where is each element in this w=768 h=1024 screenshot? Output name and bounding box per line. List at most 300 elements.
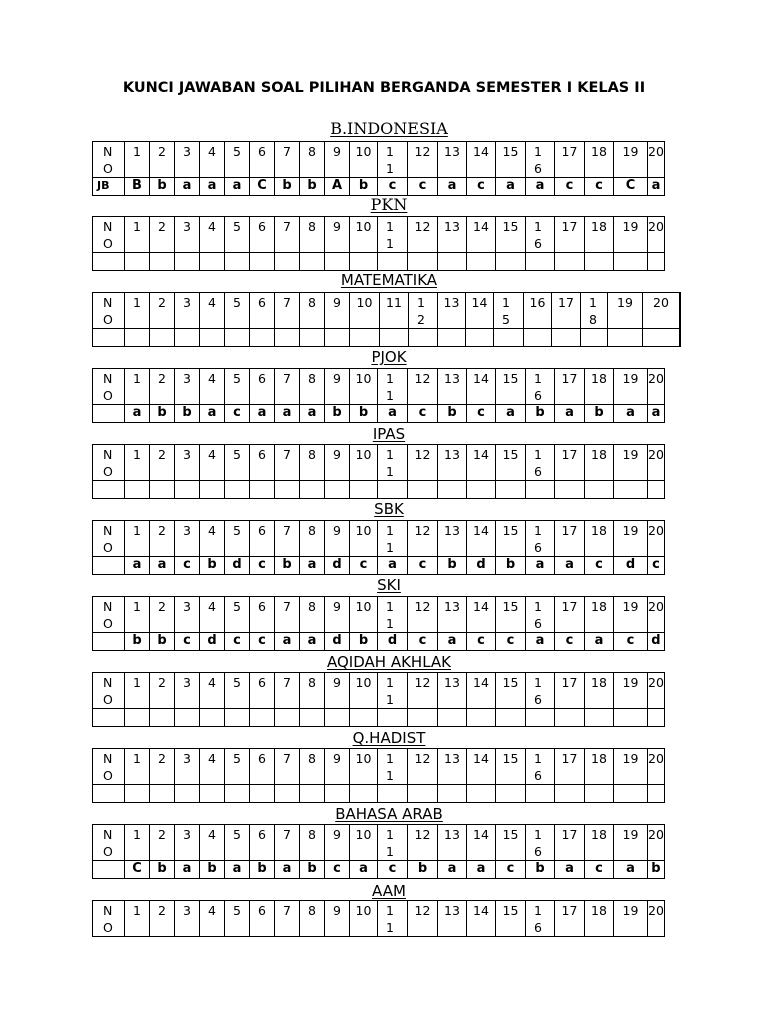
answer-cell: a xyxy=(585,633,614,651)
answer-cell xyxy=(585,481,614,499)
answer-cell: C xyxy=(125,861,150,879)
question-number-cell: 5 xyxy=(225,521,250,557)
answer-cell xyxy=(275,329,300,347)
question-number-cell: 9 xyxy=(325,825,350,861)
question-number-cell: 1 5 xyxy=(494,293,524,329)
answer-cell: a xyxy=(378,405,408,423)
question-number-cell: 12 xyxy=(408,521,438,557)
question-number-cell: 9 xyxy=(325,445,350,481)
question-number-cell: 15 xyxy=(496,597,526,633)
question-number-cell: 6 xyxy=(250,293,275,329)
question-number-cell: 10 xyxy=(350,217,378,253)
question-number-cell: 19 xyxy=(614,217,648,253)
answer-cell: c xyxy=(325,861,350,879)
answer-cell: c xyxy=(408,557,438,575)
no-header-cell: N O xyxy=(93,749,125,785)
answer-cell: a xyxy=(350,861,378,879)
answer-cell xyxy=(350,709,378,727)
question-number-cell: 14 xyxy=(467,673,496,709)
answer-cell xyxy=(467,253,496,271)
answer-cell: c xyxy=(350,557,378,575)
question-number-cell: 9 xyxy=(325,142,350,178)
question-number-cell: 4 xyxy=(200,445,225,481)
answer-key-table xyxy=(92,596,665,651)
answer-cell xyxy=(125,329,150,347)
answer-cell xyxy=(526,481,555,499)
question-number-cell: 7 xyxy=(275,597,300,633)
question-number-cell: 19 xyxy=(614,673,648,709)
answer-cell: b xyxy=(325,405,350,423)
answer-cell xyxy=(643,329,680,347)
answer-cell: b xyxy=(175,405,200,423)
question-number-cell: 12 xyxy=(408,445,438,481)
question-number-cell: 13 xyxy=(438,749,467,785)
question-number-cell: 18 xyxy=(585,901,614,937)
question-number-cell: 18 xyxy=(585,142,614,178)
answer-cell: c xyxy=(614,633,648,651)
answer-cell xyxy=(275,481,300,499)
question-number-cell: 10 xyxy=(350,673,378,709)
question-number-cell: 12 xyxy=(408,142,438,178)
answer-cell: c xyxy=(408,405,438,423)
question-number-cell: 3 xyxy=(175,142,200,178)
question-number-cell: 5 xyxy=(225,217,250,253)
question-number-cell: 6 xyxy=(250,825,275,861)
answer-cell xyxy=(350,785,378,803)
question-number-cell: 1 1 xyxy=(378,445,408,481)
question-number-cell: 18 xyxy=(585,673,614,709)
answer-label-cell xyxy=(93,709,125,727)
answer-cell xyxy=(225,253,250,271)
answer-cell xyxy=(250,329,275,347)
question-number-cell: 1 1 xyxy=(378,749,408,785)
answer-cell: c xyxy=(585,178,614,196)
question-number-cell: 5 xyxy=(225,673,250,709)
answer-cell: c xyxy=(648,557,665,575)
question-number-cell: 1 2 xyxy=(409,293,438,329)
question-number-cell: 13 xyxy=(438,293,466,329)
answer-cell: b xyxy=(200,557,225,575)
answer-cell: a xyxy=(438,633,467,651)
question-number-cell: 4 xyxy=(200,217,225,253)
answer-cell xyxy=(125,709,150,727)
question-number-cell: 17 xyxy=(555,901,585,937)
subject-heading: B.INDONESIA xyxy=(330,119,448,138)
answer-cell xyxy=(325,785,350,803)
answer-cell: b xyxy=(350,405,378,423)
answer-label-cell xyxy=(93,405,125,423)
subject-heading: SKI xyxy=(377,576,401,594)
question-number-cell: 2 xyxy=(150,901,175,937)
answer-cell: d xyxy=(648,633,665,651)
answer-cell xyxy=(555,785,585,803)
question-number-cell: 2 xyxy=(150,825,175,861)
question-number-cell: 13 xyxy=(438,521,467,557)
answer-label-cell: JB xyxy=(93,178,125,196)
answer-cell: a xyxy=(275,405,300,423)
subject-heading: Q.HADIST xyxy=(352,729,426,747)
question-number-cell: 3 xyxy=(175,673,200,709)
question-number-cell: 20 xyxy=(648,825,665,861)
question-number-cell: 1 xyxy=(125,293,150,329)
answer-cell xyxy=(300,785,325,803)
question-number-cell: 13 xyxy=(438,901,467,937)
answer-cell: b xyxy=(526,861,555,879)
answer-cell xyxy=(408,785,438,803)
answer-cell: b xyxy=(150,178,175,196)
question-number-cell: 19 xyxy=(608,293,643,329)
answer-cell xyxy=(408,709,438,727)
answer-label-cell xyxy=(93,557,125,575)
question-number-cell: 15 xyxy=(496,142,526,178)
question-number-cell: 5 xyxy=(225,825,250,861)
question-number-cell: 13 xyxy=(438,597,467,633)
no-header-cell: N O xyxy=(93,217,125,253)
question-number-cell: 4 xyxy=(200,293,225,329)
answer-cell xyxy=(175,785,200,803)
answer-cell: a xyxy=(526,557,555,575)
answer-cell xyxy=(125,481,150,499)
question-number-cell: 9 xyxy=(325,217,350,253)
no-header-cell: N O xyxy=(93,142,125,178)
question-number-cell: 7 xyxy=(275,673,300,709)
answer-cell: a xyxy=(300,405,325,423)
subject-heading: SBK xyxy=(374,500,404,518)
answer-cell: c xyxy=(585,861,614,879)
answer-cell xyxy=(467,709,496,727)
question-number-cell: 10 xyxy=(350,293,380,329)
question-number-cell: 10 xyxy=(350,369,378,405)
answer-cell xyxy=(648,481,665,499)
question-number-cell: 7 xyxy=(275,369,300,405)
question-number-cell: 15 xyxy=(496,217,526,253)
answer-cell: a xyxy=(438,861,467,879)
question-number-cell: 14 xyxy=(467,901,496,937)
question-number-cell: 2 xyxy=(150,673,175,709)
question-number-cell: 1 xyxy=(125,673,150,709)
answer-cell: c xyxy=(585,557,614,575)
question-number-cell: 17 xyxy=(552,293,581,329)
answer-cell xyxy=(438,709,467,727)
question-number-cell: 5 xyxy=(225,445,250,481)
answer-cell xyxy=(408,253,438,271)
answer-cell xyxy=(175,481,200,499)
answer-cell xyxy=(325,481,350,499)
answer-cell xyxy=(275,785,300,803)
answer-cell xyxy=(496,481,526,499)
question-number-cell: 10 xyxy=(350,445,378,481)
answer-cell: c xyxy=(225,633,250,651)
answer-cell xyxy=(552,329,581,347)
answer-cell xyxy=(438,253,467,271)
answer-cell: a xyxy=(496,178,526,196)
question-number-cell: 3 xyxy=(175,901,200,937)
answer-cell: b xyxy=(438,557,467,575)
answer-cell xyxy=(438,481,467,499)
answer-cell xyxy=(250,481,275,499)
answer-cell xyxy=(175,709,200,727)
answer-cell: b xyxy=(496,557,526,575)
answer-cell xyxy=(325,709,350,727)
answer-cell: b xyxy=(408,861,438,879)
answer-cell: a xyxy=(300,557,325,575)
answer-cell xyxy=(200,329,225,347)
answer-label-cell xyxy=(93,861,125,879)
question-number-cell: 15 xyxy=(496,901,526,937)
answer-cell xyxy=(175,253,200,271)
question-number-cell: 4 xyxy=(200,521,225,557)
answer-cell: c xyxy=(378,178,408,196)
answer-label-cell xyxy=(93,785,125,803)
question-number-cell: 20 xyxy=(643,293,680,329)
question-number-cell: 20 xyxy=(648,445,665,481)
question-number-cell: 1 6 xyxy=(526,142,555,178)
question-number-cell: 8 xyxy=(300,445,325,481)
question-number-cell: 12 xyxy=(408,901,438,937)
empty-cell xyxy=(680,293,681,329)
answer-cell xyxy=(648,253,665,271)
question-number-cell: 8 xyxy=(300,901,325,937)
answer-cell: b xyxy=(300,178,325,196)
question-number-cell: 17 xyxy=(555,521,585,557)
answer-cell: A xyxy=(325,178,350,196)
question-number-cell: 1 6 xyxy=(526,901,555,937)
answer-cell: a xyxy=(555,405,585,423)
question-number-cell: 1 6 xyxy=(526,673,555,709)
answer-cell xyxy=(225,709,250,727)
question-number-cell: 1 1 xyxy=(378,673,408,709)
answer-cell xyxy=(150,253,175,271)
answer-key-table xyxy=(92,216,665,271)
question-number-cell: 1 1 xyxy=(378,825,408,861)
answer-cell xyxy=(467,785,496,803)
answer-cell: c xyxy=(467,405,496,423)
question-number-cell: 1 6 xyxy=(526,445,555,481)
no-header-cell: N O xyxy=(93,369,125,405)
answer-cell: a xyxy=(175,861,200,879)
question-number-cell: 9 xyxy=(325,597,350,633)
answer-cell xyxy=(200,709,225,727)
question-number-cell: 7 xyxy=(275,293,300,329)
question-number-cell: 4 xyxy=(200,673,225,709)
subject-heading: BAHASA ARAB xyxy=(335,805,443,823)
answer-key-table xyxy=(92,900,665,937)
question-number-cell: 3 xyxy=(175,749,200,785)
question-number-cell: 8 xyxy=(300,293,325,329)
question-number-cell: 15 xyxy=(496,825,526,861)
answer-cell xyxy=(325,253,350,271)
question-number-cell: 15 xyxy=(496,749,526,785)
answer-cell xyxy=(496,709,526,727)
subject-heading: IPAS xyxy=(372,425,406,443)
question-number-cell: 1 6 xyxy=(526,217,555,253)
answer-cell: c xyxy=(496,861,526,879)
question-number-cell: 14 xyxy=(467,369,496,405)
answer-cell: a xyxy=(648,178,665,196)
answer-cell xyxy=(275,253,300,271)
answer-cell xyxy=(496,785,526,803)
question-number-cell: 9 xyxy=(325,293,350,329)
answer-cell xyxy=(555,481,585,499)
answer-cell xyxy=(300,481,325,499)
answer-cell: b xyxy=(526,405,555,423)
question-number-cell: 13 xyxy=(438,825,467,861)
answer-cell xyxy=(150,481,175,499)
answer-label-cell xyxy=(93,481,125,499)
answer-cell xyxy=(325,329,350,347)
answer-cell: a xyxy=(496,405,526,423)
answer-cell: b xyxy=(350,633,378,651)
answer-cell xyxy=(378,481,408,499)
question-number-cell: 15 xyxy=(496,369,526,405)
answer-key-table xyxy=(92,520,665,575)
answer-cell: b xyxy=(438,405,467,423)
answer-cell: a xyxy=(300,633,325,651)
question-number-cell: 10 xyxy=(350,901,378,937)
question-number-cell: 7 xyxy=(275,901,300,937)
answer-label-cell xyxy=(93,329,125,347)
answer-cell xyxy=(614,253,648,271)
question-number-cell: 17 xyxy=(555,597,585,633)
question-number-cell: 13 xyxy=(438,142,467,178)
question-number-cell: 19 xyxy=(614,901,648,937)
answer-cell: c xyxy=(175,557,200,575)
question-number-cell: 14 xyxy=(467,749,496,785)
answer-cell: c xyxy=(467,633,496,651)
question-number-cell: 17 xyxy=(555,673,585,709)
question-number-cell: 10 xyxy=(350,142,378,178)
answer-cell xyxy=(380,329,409,347)
answer-cell xyxy=(648,785,665,803)
answer-cell: c xyxy=(408,178,438,196)
answer-cell: d xyxy=(200,633,225,651)
answer-cell xyxy=(555,253,585,271)
answer-cell: b xyxy=(350,178,378,196)
answer-cell: a xyxy=(225,861,250,879)
answer-cell: a xyxy=(175,178,200,196)
question-number-cell: 1 6 xyxy=(526,825,555,861)
question-number-cell: 20 xyxy=(648,597,665,633)
answer-cell xyxy=(150,329,175,347)
subject-heading: PJOK xyxy=(371,348,407,366)
question-number-cell: 9 xyxy=(325,521,350,557)
answer-cell xyxy=(608,329,643,347)
subject-heading: AAM xyxy=(372,882,406,900)
question-number-cell: 2 xyxy=(150,445,175,481)
answer-cell: b xyxy=(125,633,150,651)
question-number-cell: 4 xyxy=(200,369,225,405)
question-number-cell: 3 xyxy=(175,521,200,557)
question-number-cell: 20 xyxy=(648,673,665,709)
question-number-cell: 6 xyxy=(250,901,275,937)
answer-cell xyxy=(526,785,555,803)
question-number-cell: 4 xyxy=(200,901,225,937)
question-number-cell: 9 xyxy=(325,369,350,405)
answer-key-table xyxy=(92,141,665,196)
answer-key-table xyxy=(92,292,681,347)
question-number-cell: 18 xyxy=(585,749,614,785)
answer-key-table xyxy=(92,748,665,803)
answer-cell: C xyxy=(250,178,275,196)
question-number-cell: 3 xyxy=(175,217,200,253)
answer-cell: c xyxy=(378,861,408,879)
question-number-cell: 18 xyxy=(585,597,614,633)
question-number-cell: 12 xyxy=(408,217,438,253)
page-title: KUNCI JAWABAN SOAL PILIHAN BERGANDA SEMESTER I KELAS II xyxy=(122,80,646,96)
question-number-cell: 13 xyxy=(438,217,467,253)
question-number-cell: 1 xyxy=(125,369,150,405)
answer-key-table xyxy=(92,672,665,727)
question-number-cell: 20 xyxy=(648,142,665,178)
answer-cell: b xyxy=(200,861,225,879)
no-header-cell: N O xyxy=(93,597,125,633)
answer-cell: d xyxy=(614,557,648,575)
question-number-cell: 6 xyxy=(250,142,275,178)
answer-cell: b xyxy=(150,405,175,423)
answer-cell: c xyxy=(408,633,438,651)
question-number-cell: 1 xyxy=(125,521,150,557)
answer-cell: c xyxy=(555,178,585,196)
question-number-cell: 20 xyxy=(648,217,665,253)
question-number-cell: 5 xyxy=(225,749,250,785)
answer-cell xyxy=(275,709,300,727)
question-number-cell: 13 xyxy=(438,369,467,405)
question-number-cell: 1 1 xyxy=(378,217,408,253)
question-number-cell: 2 xyxy=(150,521,175,557)
question-number-cell: 14 xyxy=(467,142,496,178)
answer-cell xyxy=(467,481,496,499)
answer-cell: a xyxy=(378,557,408,575)
question-number-cell: 9 xyxy=(325,901,350,937)
answer-cell xyxy=(648,709,665,727)
question-number-cell: 7 xyxy=(275,521,300,557)
answer-cell xyxy=(225,785,250,803)
question-number-cell: 1 1 xyxy=(378,142,408,178)
question-number-cell: 1 6 xyxy=(526,369,555,405)
question-number-cell: 2 xyxy=(150,749,175,785)
answer-cell xyxy=(250,709,275,727)
question-number-cell: 1 xyxy=(125,142,150,178)
question-number-cell: 3 xyxy=(175,293,200,329)
answer-cell: a xyxy=(200,178,225,196)
question-number-cell: 6 xyxy=(250,597,275,633)
answer-cell: b xyxy=(648,861,665,879)
question-number-cell: 7 xyxy=(275,749,300,785)
question-number-cell: 8 xyxy=(300,521,325,557)
answer-cell xyxy=(438,785,467,803)
question-number-cell: 10 xyxy=(350,825,378,861)
answer-cell xyxy=(200,785,225,803)
answer-cell: d xyxy=(467,557,496,575)
question-number-cell: 15 xyxy=(496,521,526,557)
question-number-cell: 7 xyxy=(275,217,300,253)
answer-cell: a xyxy=(275,633,300,651)
answer-cell xyxy=(614,785,648,803)
answer-cell: b xyxy=(275,178,300,196)
question-number-cell: 9 xyxy=(325,673,350,709)
answer-label-cell xyxy=(93,633,125,651)
question-number-cell: 12 xyxy=(408,597,438,633)
subject-heading: AQIDAH AKHLAK xyxy=(327,653,451,671)
question-number-cell: 20 xyxy=(648,369,665,405)
question-number-cell: 14 xyxy=(467,445,496,481)
question-number-cell: 18 xyxy=(585,445,614,481)
question-number-cell: 19 xyxy=(614,597,648,633)
no-header-cell: N O xyxy=(93,293,125,329)
answer-cell xyxy=(250,785,275,803)
answer-cell xyxy=(494,329,524,347)
answer-cell: d xyxy=(325,557,350,575)
